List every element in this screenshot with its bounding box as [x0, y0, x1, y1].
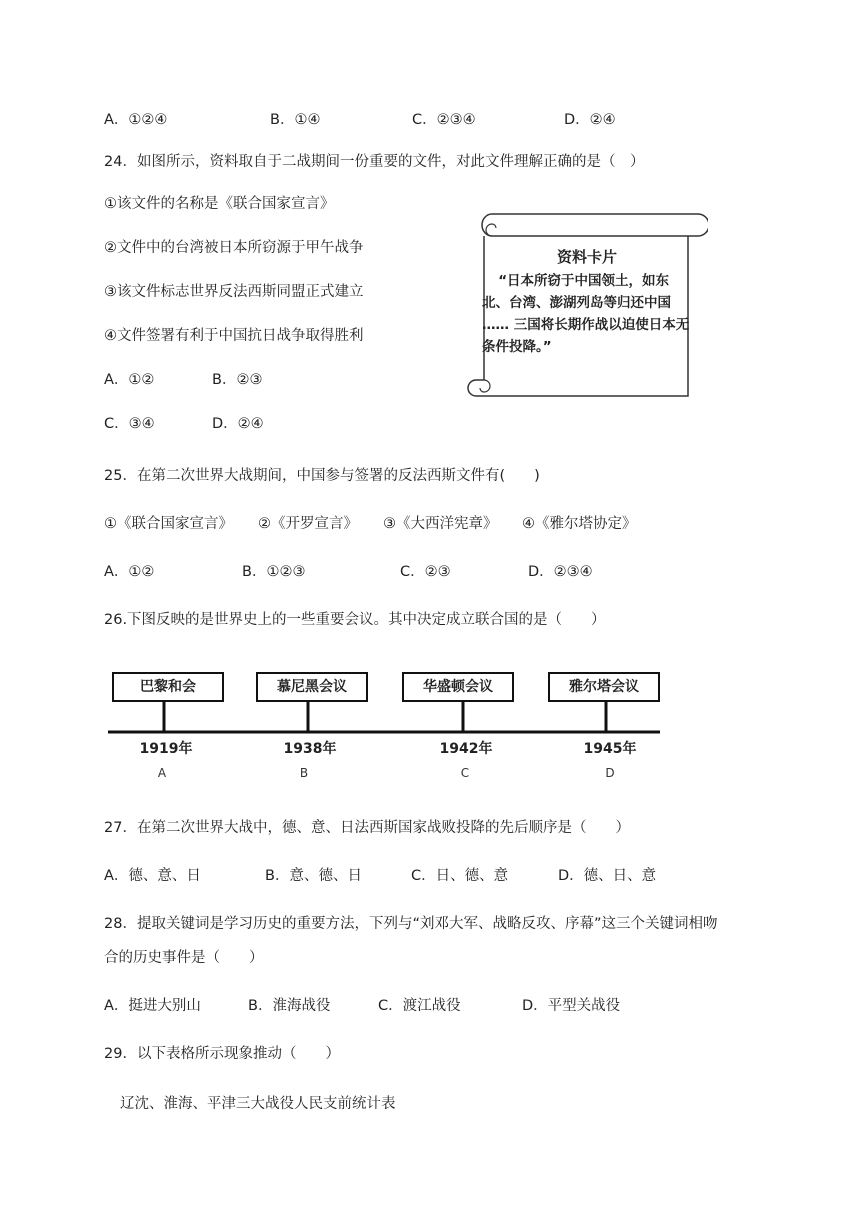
year-1945: 1945年	[583, 741, 637, 757]
q25-option-a: A．①②	[104, 564, 155, 580]
q29-stem: 29．以下表格所示现象推动（ ）	[104, 1046, 340, 1062]
q25-option-b: B．①②③	[242, 564, 306, 580]
meeting-box-munich: 慕尼黑会议	[256, 672, 368, 702]
q27-option-c: C．日、德、意	[411, 868, 509, 884]
q25-item-3: ③《大西洋宪章》	[383, 516, 498, 532]
letter-a: A	[157, 766, 167, 780]
q28-option-c: C．渡江战役	[378, 998, 461, 1014]
q24-option-a: A．①②	[104, 372, 155, 388]
q29-table-caption: 辽沈、淮海、平津三大战役人民支前统计表	[120, 1096, 396, 1112]
q27-option-d: D．德、日、意	[558, 868, 657, 884]
q23-option-a: A．①②④	[104, 112, 168, 128]
q24-item-4: ④文件签署有利于中国抗日战争取得胜利	[104, 328, 364, 344]
q24-option-d: D．②④	[212, 416, 264, 432]
q24-stem: 24．如图所示，资料取自于二战期间一份重要的文件，对此文件理解正确的是（ ）	[104, 154, 645, 170]
q28-option-b: B．淮海战役	[248, 998, 331, 1014]
q28-option-d: D．平型关战役	[522, 998, 621, 1014]
meeting-box-yalta: 雅尔塔会议	[548, 672, 660, 702]
q25-item-2: ②《开罗宣言》	[258, 516, 358, 532]
q24-item-2: ②文件中的台湾被日本所窃源于甲午战争	[104, 240, 364, 256]
meeting-box-washington: 华盛顿会议	[402, 672, 514, 702]
year-1919: 1919年	[139, 741, 193, 757]
year-1942: 1942年	[439, 741, 493, 757]
q23-option-d: D．②④	[564, 112, 616, 128]
meetings-timeline	[108, 666, 668, 786]
q25-item-1: ①《联合国家宣言》	[104, 516, 233, 532]
letter-c: C	[460, 766, 470, 780]
q23-option-b: B．①④	[270, 112, 321, 128]
card-body: “日本所窃于中国领土，如东北、台湾、澎湖列岛等归还中国 …… 三国将长期作战以迫使日本无条件投降。”	[482, 273, 690, 355]
q28-option-a: A．挺进大别山	[104, 998, 201, 1014]
year-1938: 1938年	[283, 741, 337, 757]
q28-stem-line2: 合的历史事件是（ ）	[104, 950, 264, 966]
meeting-box-paris: 巴黎和会	[112, 672, 224, 702]
q25-item-4: ④《雅尔塔协定》	[522, 516, 637, 532]
q27-option-b: B．意、德、日	[265, 868, 362, 884]
letter-b: B	[299, 766, 309, 780]
card-title: 资料卡片	[556, 248, 617, 266]
q27-option-a: A．德、意、日	[104, 868, 201, 884]
q25-stem: 25．在第二次世界大战期间，中国参与签署的反法西斯文件有( )	[104, 468, 540, 484]
q25-option-d: D．②③④	[528, 564, 593, 580]
q28-stem-line1: 28．提取关键词是学习历史的重要方法，下列与“刘邓大军、战略反攻、序幕”这三个关键词相吻	[104, 916, 718, 932]
q27-stem: 27．在第二次世界大战中，德、意、日法西斯国家战败投降的先后顺序是（ ）	[104, 820, 630, 836]
material-card-text	[482, 246, 692, 358]
q24-item-1: ①该文件的名称是《联合国家宣言》	[104, 196, 335, 212]
q24-option-c: C．③④	[104, 416, 155, 432]
q24-item-3: ③该文件标志世界反法西斯同盟正式建立	[104, 284, 364, 300]
q26-stem: 26.下图反映的是世界史上的一些重要会议。其中决定成立联合国的是（ ）	[104, 612, 606, 628]
q25-option-c: C．②③	[400, 564, 451, 580]
q24-option-b: B．②③	[212, 372, 263, 388]
q23-option-c: C．②③④	[412, 112, 476, 128]
letter-d: D	[605, 766, 615, 780]
